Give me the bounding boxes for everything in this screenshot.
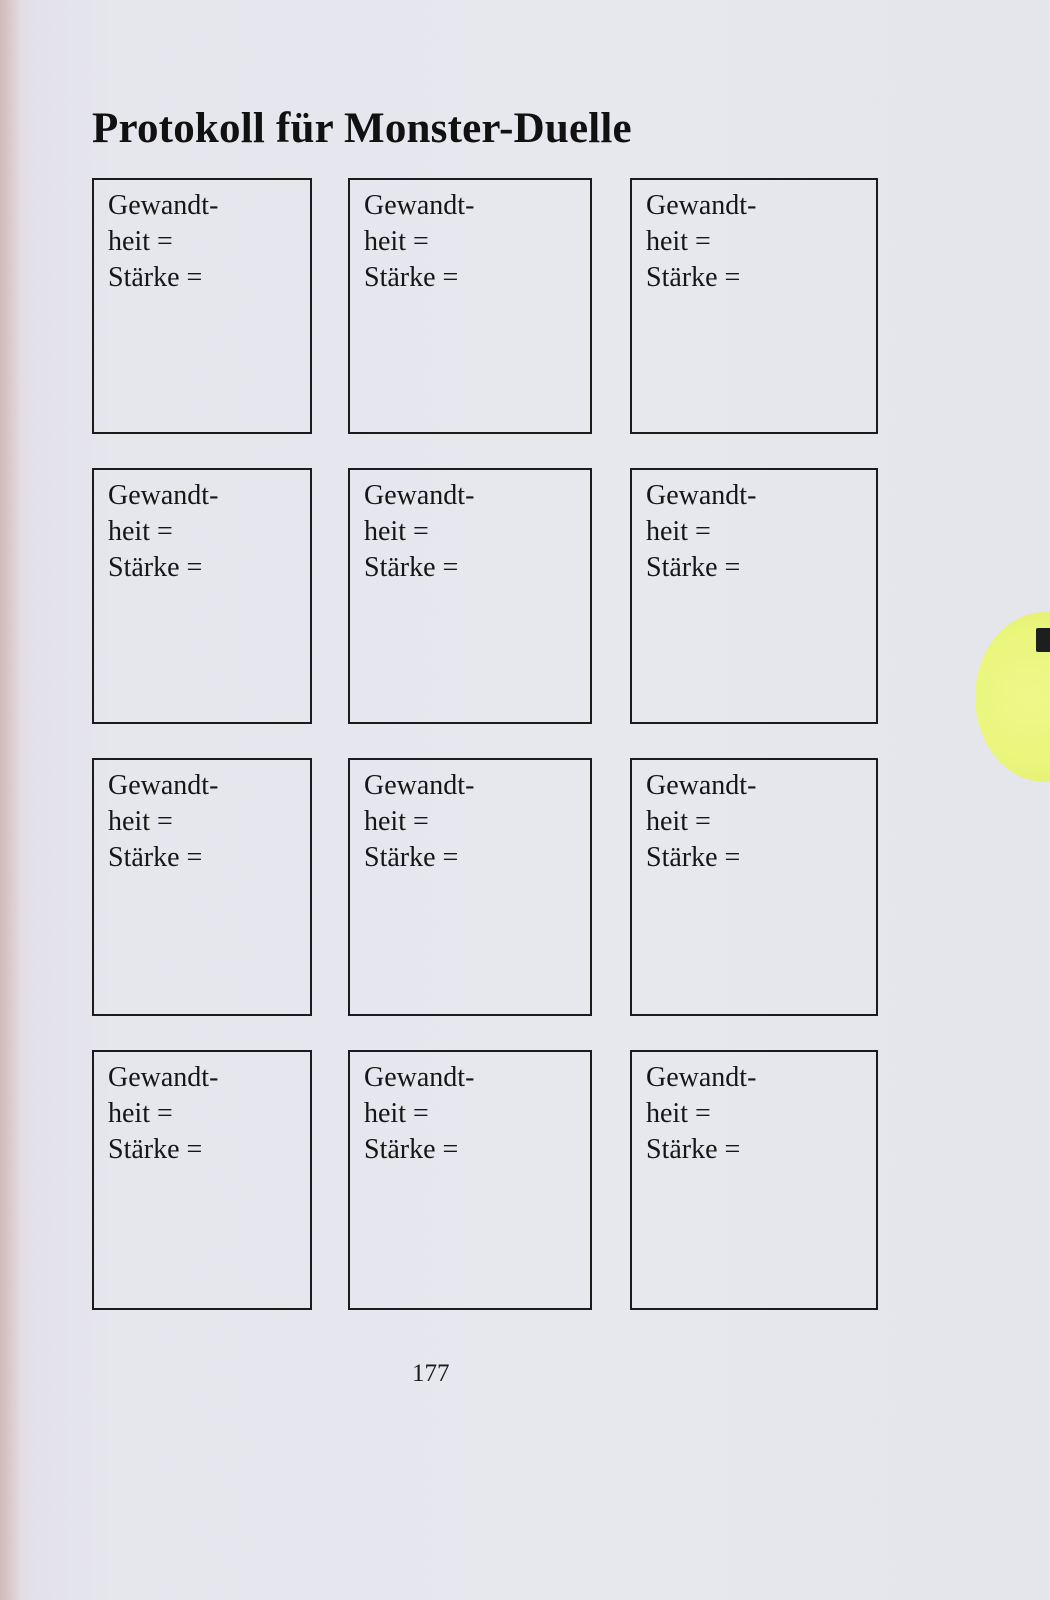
duel-record-box xyxy=(92,178,312,434)
duel-record-box xyxy=(630,758,878,1016)
agility-label-line1: Gewandt- xyxy=(108,480,219,511)
agility-label-line2: heit = xyxy=(646,516,711,547)
strength-label: Stärke = xyxy=(108,552,203,583)
duel-record-box xyxy=(92,758,312,1016)
strength-label: Stärke = xyxy=(646,1134,741,1165)
strength-label: Stärke = xyxy=(364,842,459,873)
page-number: 177 xyxy=(412,1360,450,1387)
agility-label-line1: Gewandt- xyxy=(646,480,757,511)
page-edge-shadow xyxy=(0,0,22,1600)
agility-label-line2: heit = xyxy=(646,806,711,837)
duel-record-box xyxy=(348,1050,592,1310)
agility-label-line2: heit = xyxy=(108,1098,173,1129)
strength-label: Stärke = xyxy=(108,842,203,873)
agility-label-line2: heit = xyxy=(364,226,429,257)
agility-label-line1: Gewandt- xyxy=(364,770,475,801)
agility-label-line1: Gewandt- xyxy=(108,190,219,221)
strength-label: Stärke = xyxy=(108,262,203,293)
duel-record-box xyxy=(630,1050,878,1310)
agility-label-line1: Gewandt- xyxy=(108,770,219,801)
strength-label: Stärke = xyxy=(646,552,741,583)
page-title: Protokoll für Monster-Duelle xyxy=(92,105,632,152)
agility-label-line1: Gewandt- xyxy=(364,480,475,511)
agility-label-line2: heit = xyxy=(364,516,429,547)
sticky-note-marker xyxy=(1036,628,1050,652)
agility-label-line2: heit = xyxy=(646,1098,711,1129)
agility-label-line1: Gewandt- xyxy=(646,190,757,221)
duel-record-box xyxy=(92,1050,312,1310)
agility-label-line2: heit = xyxy=(108,806,173,837)
agility-label-line2: heit = xyxy=(108,226,173,257)
strength-label: Stärke = xyxy=(108,1134,203,1165)
strength-label: Stärke = xyxy=(646,842,741,873)
duel-record-box xyxy=(630,178,878,434)
agility-label-line2: heit = xyxy=(646,226,711,257)
agility-label-line2: heit = xyxy=(364,1098,429,1129)
agility-label-line1: Gewandt- xyxy=(108,1062,219,1093)
agility-label-line1: Gewandt- xyxy=(646,1062,757,1093)
duel-record-box xyxy=(348,468,592,724)
agility-label-line2: heit = xyxy=(364,806,429,837)
agility-label-line2: heit = xyxy=(108,516,173,547)
duel-record-box xyxy=(348,758,592,1016)
agility-label-line1: Gewandt- xyxy=(364,190,475,221)
strength-label: Stärke = xyxy=(364,1134,459,1165)
duel-record-box xyxy=(92,468,312,724)
strength-label: Stärke = xyxy=(646,262,741,293)
agility-label-line1: Gewandt- xyxy=(364,1062,475,1093)
agility-label-line1: Gewandt- xyxy=(646,770,757,801)
strength-label: Stärke = xyxy=(364,262,459,293)
strength-label: Stärke = xyxy=(364,552,459,583)
duel-record-box xyxy=(630,468,878,724)
duel-record-box xyxy=(348,178,592,434)
